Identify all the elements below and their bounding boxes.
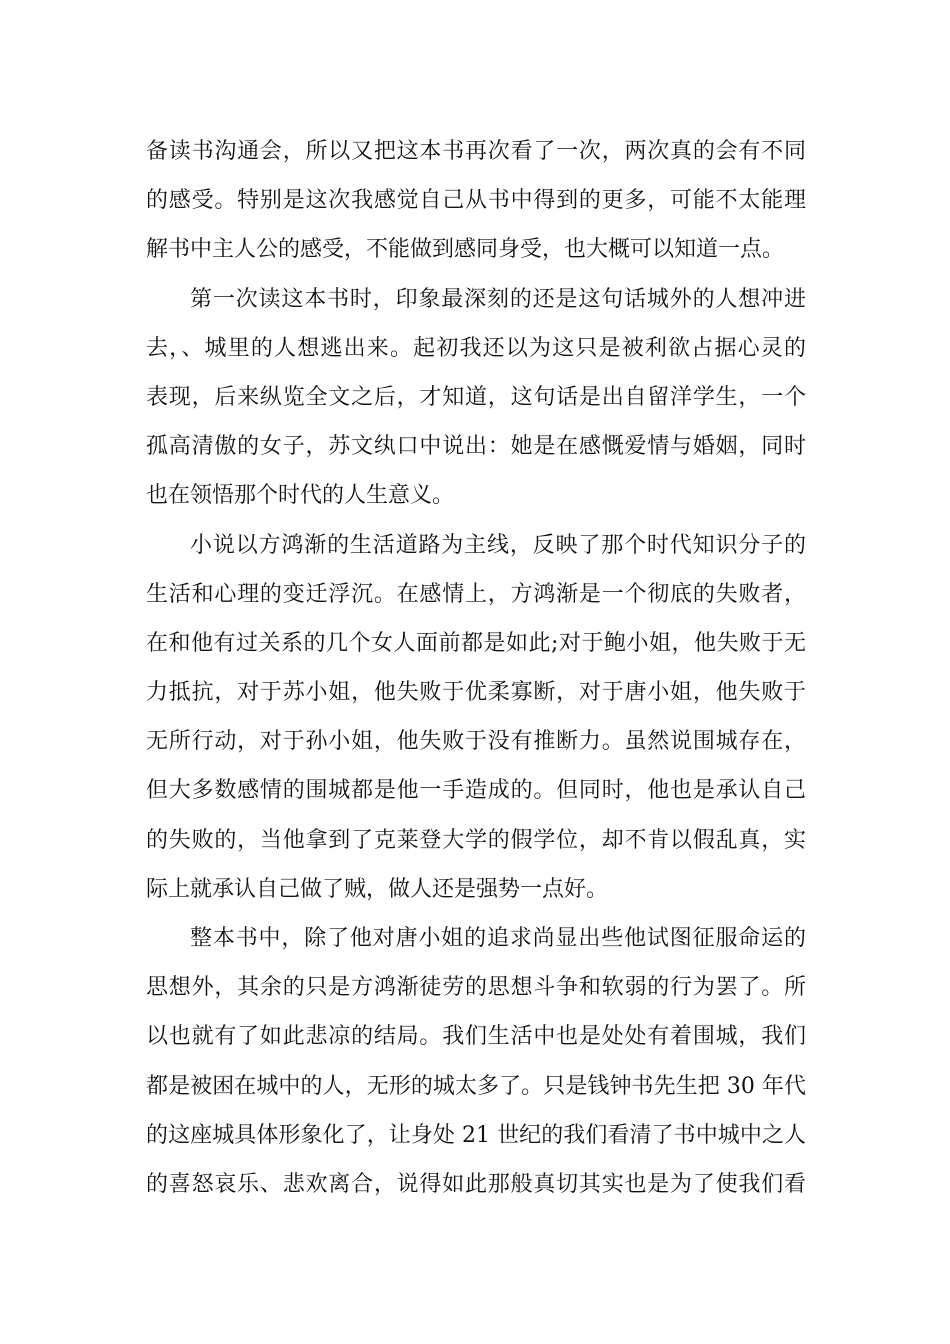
text-line: 也在领悟那个时代的人生意义。 xyxy=(146,483,455,509)
text-line: 第一次读这本书时，印象最深刻的还是这句话城外的人想冲进 xyxy=(190,286,806,312)
paragraph xyxy=(146,914,806,1209)
text-line: 的失败的，当他拿到了克莱登大学的假学位，却不肯以假乱真，实 xyxy=(146,827,806,853)
text-line: 解书中主人公的感受，不能做到感同身受，也大概可以知道一点。 xyxy=(146,237,785,263)
paragraph xyxy=(146,275,806,521)
text-line: 孤高清傲的女子，苏文纨口中说出：她是在感慨爱情与婚姻，同时 xyxy=(146,434,806,460)
text-line: 无所行动，对于孙小姐，他失败于没有推断力。虽然说围城存在， xyxy=(146,729,806,755)
text-line: 小说以方鸿渐的生活道路为主线，反映了那个时代知识分子的 xyxy=(190,532,806,558)
text-line: 去，、城里的人想逃出来。起初我还以为这只是被利欲占据心灵的 xyxy=(146,335,806,361)
text-line: 的感受。特别是这次我感觉自己从书中得到的更多，可能不太能理 xyxy=(146,188,806,214)
text-line: 整本书中，除了他对唐小姐的追求尚显出些他试图征服命运的 xyxy=(190,926,806,951)
text-line: 际上就承认自己做了贼，做人还是强势一点好。 xyxy=(146,876,609,902)
text-line: 的喜怒哀乐、悲欢离合，说得如此那般真切其实也是为了使我们看 xyxy=(146,1171,806,1197)
paragraph xyxy=(146,521,806,915)
text-line: 力抵抗，对于苏小姐，他失败于优柔寡断，对于唐小姐，他失败于 xyxy=(146,680,806,706)
text-line: 以也就有了如此悲凉的结局。我们生活中也是处处有着围城，我们 xyxy=(146,1024,806,1050)
paragraph xyxy=(146,127,806,275)
text-line: 在和他有过关系的几个女人面前都是如此;对于鲍小姐，他失败于无 xyxy=(146,630,806,656)
text-line: 都是被困在城中的人，无形的城太多了。只是钱钟书先生把 30 年代 xyxy=(146,1073,806,1099)
text-line: 的这座城具体形象化了，让身处 21 世纪的我们看清了书中城中之人 xyxy=(146,1122,806,1148)
document-body xyxy=(146,127,806,1209)
text-line: 但大多数感情的围城都是他一手造成的。但同时，他也是承认自己 xyxy=(146,778,806,804)
text-line: 思想外，其余的只是方鸿渐徒劳的思想斗争和软弱的行为罢了。所 xyxy=(146,975,806,1001)
text-line: 表现，后来纵览全文之后，才知道，这句话是出自留洋学生，一个 xyxy=(146,384,806,410)
text-line: 备读书沟通会，所以又把这本书再次看了一次，两次真的会有不同 xyxy=(146,139,806,164)
text-line: 生活和心理的变迁浮沉。在感情上，方鸿渐是一个彻底的失败者， xyxy=(146,581,806,607)
